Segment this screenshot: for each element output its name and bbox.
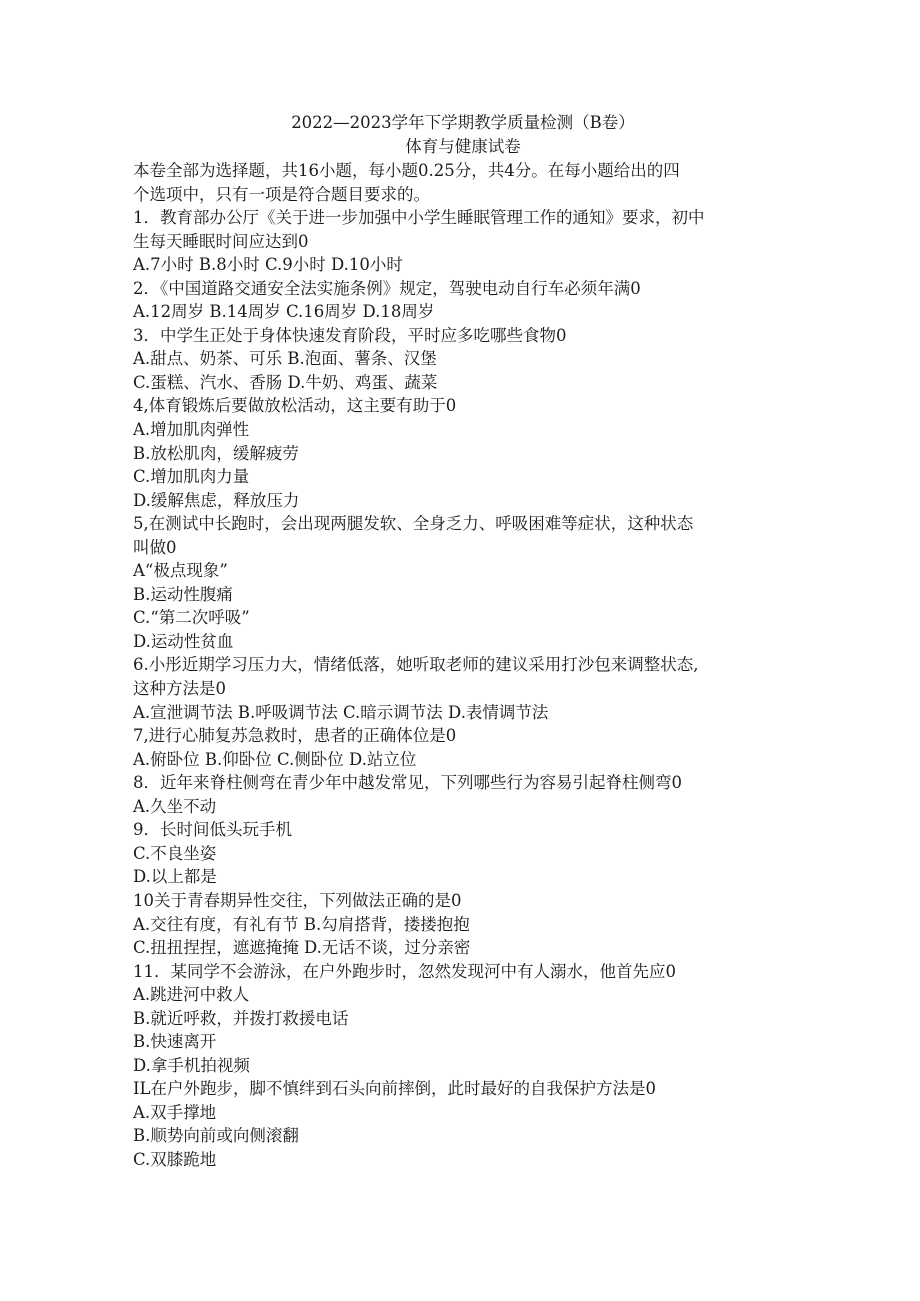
text-line: C.不良坐姿 [133,843,217,863]
text-line: C.扭扭捏捏，遮遮掩掩 D.无话不谈，过分亲密 [133,938,471,958]
text-line: A.甜点、奶茶、可乐 B.泡面、薯条、汉堡 [133,349,437,369]
text-line: A.跳进河中救人 [133,985,250,1005]
text-line: D.缓解焦虑，释放压力 [133,490,300,510]
text-line: 这种方法是0 [133,679,226,699]
text-line: C.蛋糕、汽水、香肠 D.牛奶、鸡蛋、蔬菜 [133,372,438,392]
text-line: A.12周岁 B.14周岁 C.16周岁 D.18周岁 [133,302,435,322]
exam-page [133,111,793,1172]
text-line: B.顺势向前或向侧滚翻 [133,1126,299,1146]
text-line: 生每天睡眠时间应达到0 [133,231,309,251]
text-line: 10关于青春期异性交往，下列做法正确的是0 [133,890,462,910]
text-line: C.增加肌肉力量 [133,467,250,487]
exam-title: 2022—2023学年下学期教学质量检测（B卷） [291,113,635,132]
text-line: A.7小时 B.8小时 C.9小时 D.10小时 [133,255,403,275]
text-line: B.就近呼救，并拨打救援电话 [133,1008,349,1028]
text-line: 8．近年来脊柱侧弯在青少年中越发常见，下列哪些行为容易引起脊柱侧弯0 [133,773,682,793]
text-line: 5,在测试中长跑时，会出现两腿发软、全身乏力、呼吸困难等症状，这种状态 [133,514,694,534]
text-line: 7,进行心肺复苏急救时，患者的正确体位是0 [133,726,457,746]
text-line: 4,体育锻炼后要做放松活动，这主要有助于0 [133,396,457,416]
text-line: 11．某同学不会游泳，在户外跑步时，忽然发现河中有人溺水，他首先应0 [133,961,676,981]
text-line: D.以上都是 [133,867,217,887]
text-line: 9．长时间低头玩手机 [133,820,292,840]
text-line: A.俯卧位 B.仰卧位 C.侧卧位 D.站立位 [133,749,417,769]
text-line: 叫做0 [133,537,177,557]
text-line: 3．中学生正处于身体快速发育阶段，平时应多吃哪些食物0 [133,325,567,345]
text-line: D.拿手机拍视频 [133,1055,250,1075]
text-line: IL在户外跑步，脚不慎绊到石头向前摔倒，此时最好的自我保护方法是0 [133,1079,656,1099]
text-line: C.双膝跪地 [133,1149,217,1169]
exam-subtitle: 体育与健康试卷 [405,137,521,156]
text-line: A.交往有度，有礼有节 B.勾肩搭背，搂搂抱抱 [133,914,470,934]
text-line: 6.小彤近期学习压力大，情绪低落，她听取老师的建议采用打沙包来调整状态, [133,655,699,675]
text-line: B.运动性腹痛 [133,584,233,604]
text-line: B.快速离开 [133,1032,217,1052]
text-line: A.宣泄调节法 B.呼吸调节法 C.暗示调节法 D.表情调节法 [133,702,549,722]
text-line: B.放松肌肉，缓解疲劳 [133,443,299,463]
exam-body [133,159,793,1172]
text-line: 本卷全部为选择题，共16小题，每小题0.25分，共4分。在每小题给出的四 [133,161,680,180]
text-line: A.双手撑地 [133,1102,217,1122]
text-line: 2．《中国道路交通安全法实施条例》规定，驾驶电动自行车必须年满0 [133,278,641,298]
text-line: C.“第二次呼吸” [133,608,250,628]
text-line: A.久坐不动 [133,796,217,816]
text-line: D.运动性贫血 [133,631,234,651]
text-line: A.增加肌肉弹性 [133,420,250,440]
text-line: A“极点现象” [133,561,228,581]
text-line: 1．教育部办公厅《关于进一步加强中小学生睡眠管理工作的通知》要求，初中 [133,208,705,228]
text-line: 个选项中，只有一项是符合题目要求的。 [133,184,430,204]
